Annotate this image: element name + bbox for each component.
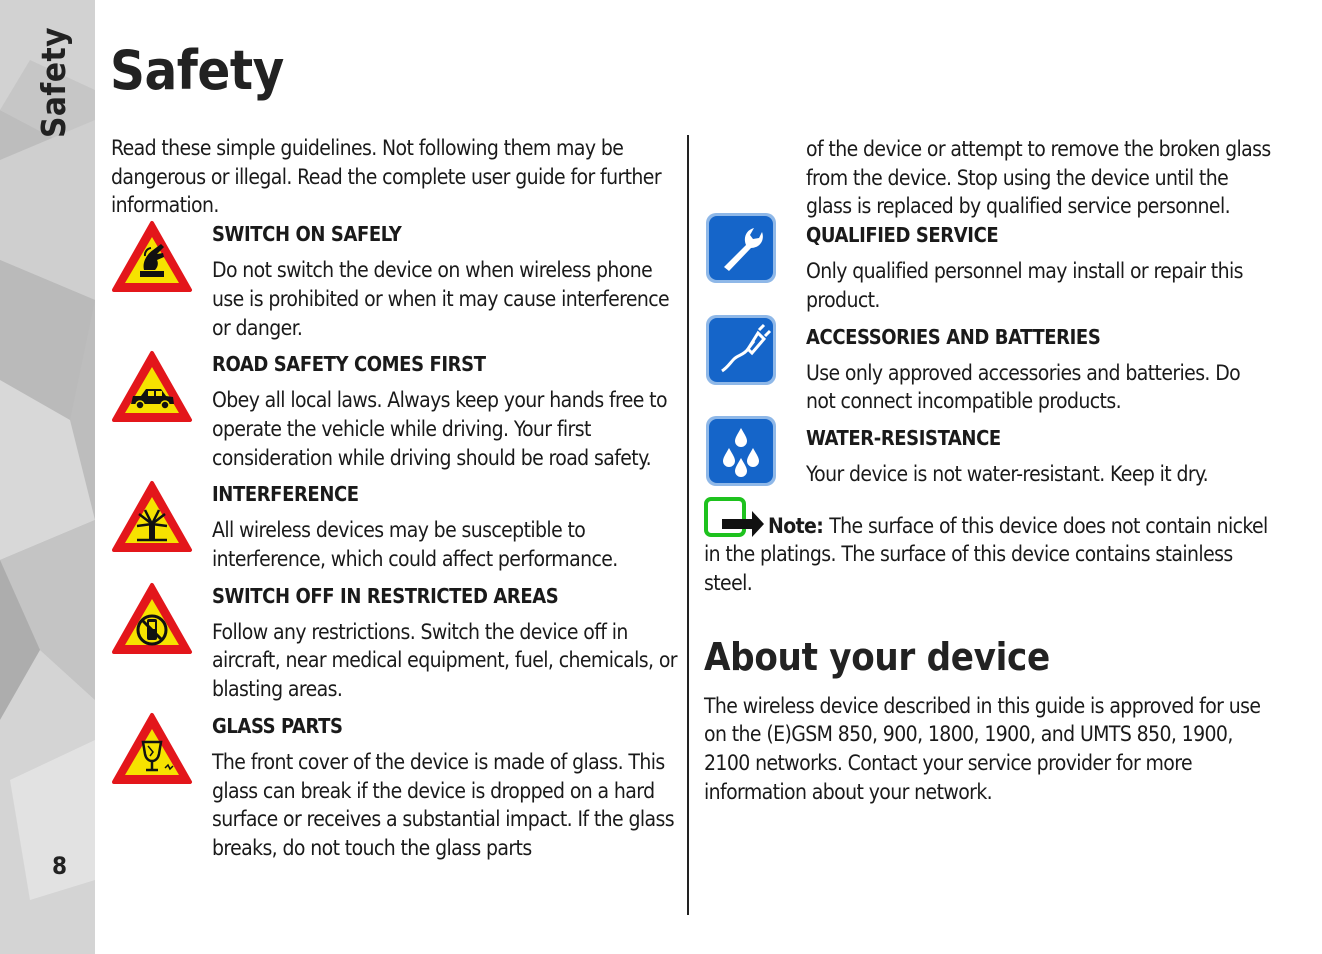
safety-item-road xyxy=(111,350,679,472)
safety-item-qualified-service xyxy=(704,221,1274,314)
safety-item-body: All wireless devices may be susceptible to interference, which could affect performance. xyxy=(212,518,618,572)
sidebar-tab xyxy=(0,0,95,954)
safety-item-restricted-areas xyxy=(111,582,679,704)
safety-item-body: Follow any restrictions. Switch the device off in aircraft, near medical equipment, fuel, chemicals, or blasting areas. xyxy=(212,619,677,702)
interference-icon xyxy=(111,480,193,554)
sidebar-background xyxy=(0,0,95,954)
water-drops-icon xyxy=(704,414,778,488)
safety-item-heading: WATER-RESISTANCE xyxy=(806,425,1001,450)
car-icon xyxy=(111,350,193,424)
safety-item-heading: ROAD SAFETY COMES FIRST xyxy=(212,352,486,377)
switch-on-hand-icon xyxy=(111,220,193,294)
note-text: The surface of this device does not contain nickel in the platings. The surface of this device contains stainless steel. xyxy=(704,513,1268,596)
note-arrow-icon xyxy=(704,497,766,539)
broken-glass-icon xyxy=(111,712,193,786)
about-heading: About your device xyxy=(704,634,1050,679)
safety-item-water-resistance xyxy=(704,424,1274,489)
safety-item-body: The front cover of the device is made of glass. This glass can break if the device is dropped on a hard surface or receives a substantial impact. If the glass breaks, do not touch the glass parts xyxy=(212,749,674,860)
safety-item-switch-on xyxy=(111,220,679,342)
right-column xyxy=(704,135,1274,807)
safety-item-body: Do not switch the device on when wireless phone use is prohibited or when it may cause interference or danger. xyxy=(212,258,670,340)
safety-item-accessories xyxy=(704,323,1274,416)
column-divider xyxy=(687,135,689,915)
no-phone-icon xyxy=(111,582,193,656)
safety-item-heading: QUALIFIED SERVICE xyxy=(806,223,999,248)
safety-item-body: Only qualified personnel may install or repair this product. xyxy=(806,259,1243,312)
page-number: 8 xyxy=(52,852,68,880)
safety-item-heading: ACCESSORIES AND BATTERIES xyxy=(806,324,1101,349)
page-title: Safety xyxy=(110,39,284,102)
sidebar-label: Safety xyxy=(34,26,73,138)
safety-item-heading: SWITCH ON SAFELY xyxy=(212,222,402,247)
note-label: Note: xyxy=(768,513,824,538)
safety-item-interference xyxy=(111,480,679,573)
plug-icon xyxy=(704,313,778,387)
safety-item-glass xyxy=(111,712,679,863)
wrench-icon xyxy=(704,211,778,285)
about-body: The wireless device described in this guide is approved for use on the (E)GSM 850, 900, 1800, 1900, and UMTS 850, 1900, 2100 networks. Contact your service provider for more information about your network. xyxy=(704,693,1261,804)
safety-item-body: Obey all local laws. Always keep your hands free to operate the vehicle while driving. Your first consideration while driving should be road safety. xyxy=(212,388,667,470)
safety-item-heading: SWITCH OFF IN RESTRICTED AREAS xyxy=(212,583,559,608)
note-paragraph xyxy=(704,497,1274,598)
safety-item-body: Your device is not water-resistant. Keep it dry. xyxy=(806,461,1209,486)
intro-text: Read these simple guidelines. Not following them may be dangerous or illegal. Read the complete user guide for further information. xyxy=(111,136,661,218)
glass-continued-text: of the device or attempt to remove the broken glass from the device. Stop using the device until the glass is replaced by qualified service personnel. xyxy=(806,137,1271,219)
left-column xyxy=(111,134,679,871)
safety-item-heading: GLASS PARTS xyxy=(212,713,343,738)
safety-item-heading: INTERFERENCE xyxy=(212,482,359,507)
safety-item-body: Use only approved accessories and batteries. Do not connect incompatible products. xyxy=(806,360,1241,414)
